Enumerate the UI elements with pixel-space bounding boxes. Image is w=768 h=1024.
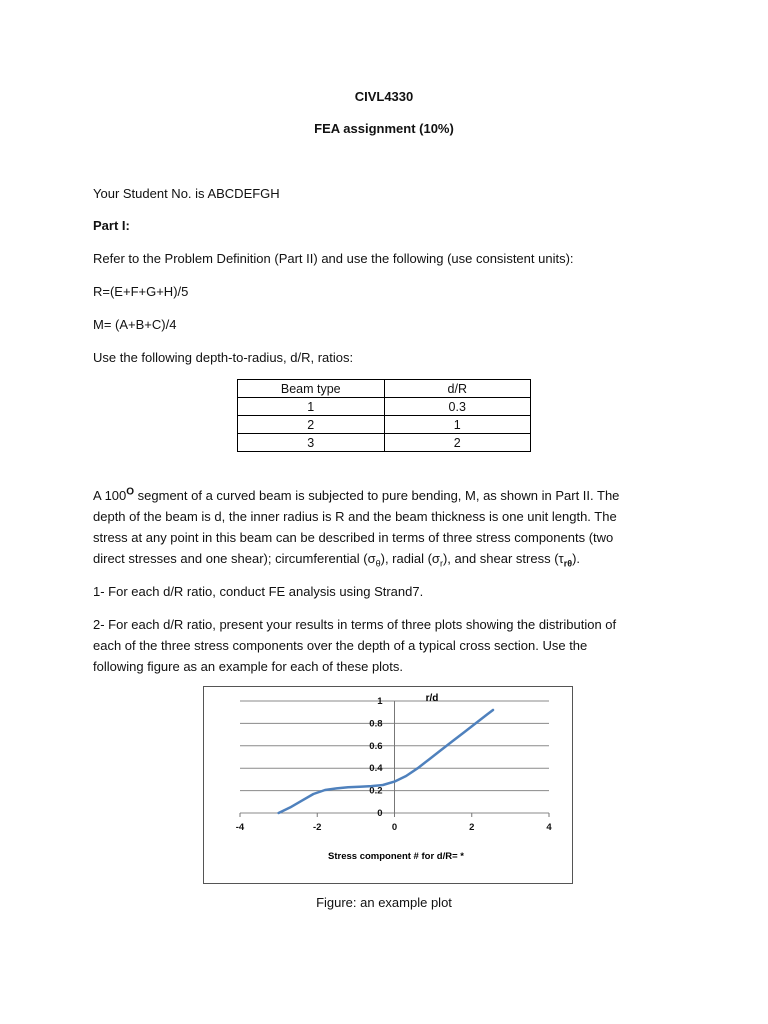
problem-paragraph-line-1 [93, 485, 648, 506]
x-tick-label: 0 [391, 822, 398, 833]
table-cell: 1 [238, 398, 385, 416]
tau-symbol: τ [558, 551, 564, 566]
paragraph-text: ). [572, 551, 581, 566]
student-number-value: ABCDEFGH [207, 186, 280, 201]
depth-ratio-table [237, 379, 531, 452]
table-cell: 3 [238, 434, 385, 452]
moment-formula: M= (A+B+C)/4 [93, 317, 177, 332]
y-tick-label: 0.8 [369, 718, 383, 730]
table-header-row [238, 380, 531, 398]
problem-paragraph-line-3: stress at any point in this beam can be described in terms of three stress components (two [93, 530, 614, 545]
figure-caption: Figure: an example plot [316, 895, 452, 910]
paragraph-text: direct stresses and one shear); circumferential ( [93, 551, 368, 566]
table-cell: 2 [384, 434, 531, 452]
y-tick-label: 0.2 [369, 785, 383, 797]
x-tick-label: -2 [313, 822, 322, 833]
degree-symbol: O [126, 486, 135, 498]
table-header: Beam type [238, 380, 385, 398]
student-number-label: Your Student No. is [93, 186, 205, 201]
ratios-intro: Use the following depth-to-radius, d/R, ratios: [93, 350, 354, 365]
x-tick-label: 2 [469, 822, 475, 833]
item-two-line-3: following figure as an example for each of these plots. [93, 659, 404, 674]
table-row [238, 398, 531, 416]
table-cell: 0.3 [384, 398, 531, 416]
series-line [279, 710, 493, 813]
student-number-line [93, 183, 648, 204]
item-two-line-2: each of the three stress components over the depth of a typical cross section. Use the [93, 638, 588, 653]
x-tick-label: -4 [235, 822, 245, 833]
example-line-chart [204, 687, 572, 883]
table-header: d/R [384, 380, 531, 398]
sigma-symbol: σ [431, 551, 440, 566]
r-theta-subscript: rθ [563, 558, 573, 569]
item-two-line-1: 2- For each d/R ratio, present your results in terms of three plots showing the distribution of [93, 617, 617, 632]
problem-paragraph-line-4 [93, 548, 648, 569]
y-axis-label: r/d [425, 693, 439, 704]
example-plot-frame [203, 686, 573, 884]
part-one-heading: Part I: [93, 218, 130, 233]
course-code: CIVL4330 [354, 89, 414, 104]
item-one: 1- For each d/R ratio, conduct FE analysis using Strand7. [93, 584, 424, 599]
r-subscript: r [439, 558, 443, 569]
paragraph-text: segment of a curved beam is subjected to pure bending, M, as shown in Part II. The [134, 488, 620, 503]
radius-formula: R=(E+F+G+H)/5 [93, 284, 189, 299]
assignment-title: FEA assignment (10%) [314, 121, 454, 136]
x-axis-label: Stress component # for d/R= * [328, 851, 464, 862]
y-tick-label: 1 [377, 696, 383, 707]
table-cell: 2 [238, 416, 385, 434]
y-tick-label: 0 [377, 808, 383, 819]
paragraph-text: ), radial ( [380, 551, 432, 566]
part-one-intro: Refer to the Problem Definition (Part II) and use the following (use consistent units): [93, 251, 574, 266]
y-tick-label: 0.4 [369, 763, 383, 775]
table-row [238, 434, 531, 452]
table-row [238, 416, 531, 434]
table-cell: 1 [384, 416, 531, 434]
problem-paragraph-line-2: depth of the beam is d, the inner radius is R and the beam thickness is one unit length. The [93, 509, 617, 524]
theta-subscript: θ [375, 558, 381, 569]
y-tick-label: 0.6 [369, 740, 383, 752]
paragraph-text: ), and shear stress ( [442, 551, 559, 566]
x-tick-label: 4 [546, 822, 552, 833]
paragraph-text: A 100 [93, 488, 127, 503]
sigma-symbol: σ [367, 551, 376, 566]
